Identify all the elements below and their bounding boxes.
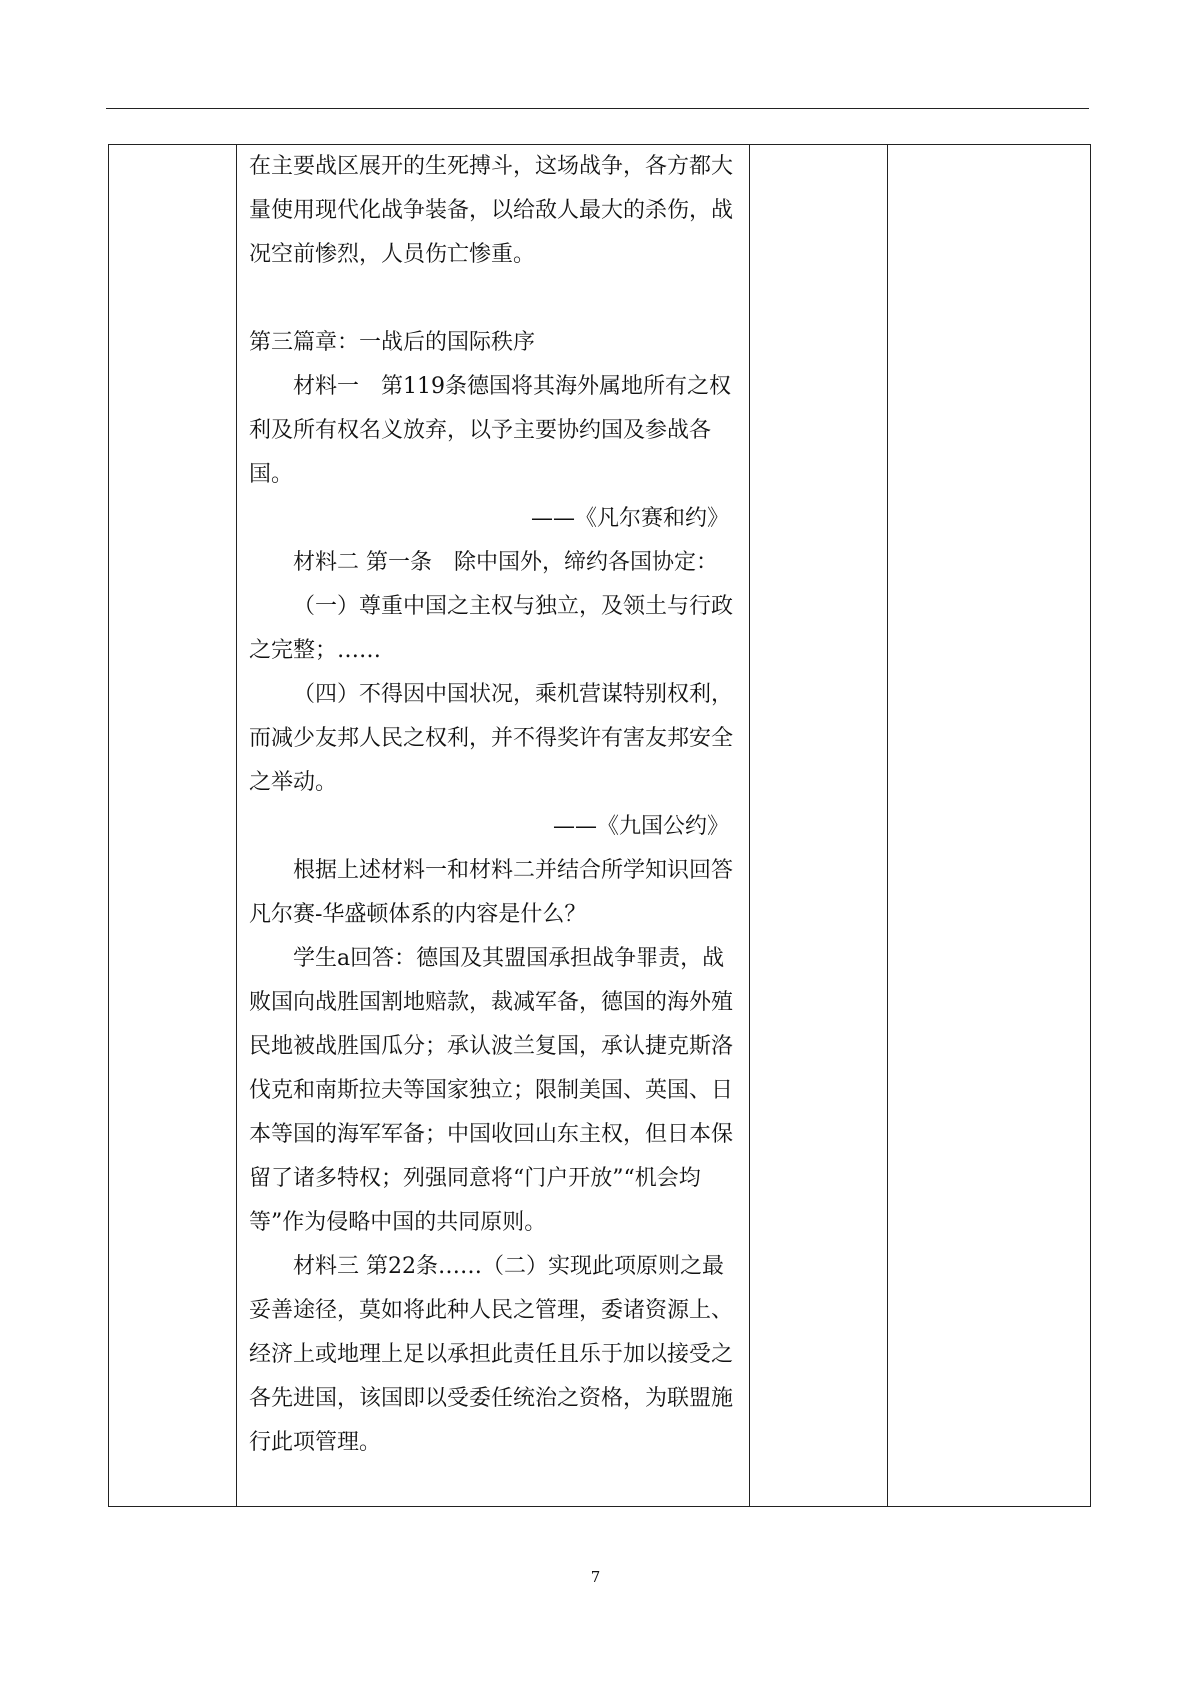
table-row: [109, 145, 1091, 1507]
table-cell-third: [750, 145, 888, 1507]
material-1-source: ——《凡尔赛和约》: [530, 506, 729, 531]
header-rule: [106, 108, 1089, 109]
section-title: 第三篇章：一战后的国际秩序: [249, 330, 536, 355]
material-2-text: 材料二 第一条 除中国外，缔约各国协定：: [293, 550, 718, 575]
table-cell-left: [109, 145, 237, 1507]
paragraph-gap: [249, 277, 739, 321]
content-block: [237, 145, 749, 1506]
material-2-item-1: （一）尊重中国之主权与独立，及领土与行政之完整；……: [249, 594, 734, 663]
material-2-source: ——《九国公约》: [552, 814, 729, 839]
material-1-text: 材料一 第119条德国将其海外属地所有之权利及所有权名义放弃，以予主要协约国及参战各国。: [249, 374, 731, 487]
page-number: 7: [590, 1568, 601, 1586]
table-cell-content: [237, 145, 750, 1507]
material-2-item-4: （四）不得因中国状况，乘机营谋特别权利，而减少友邦人民之权利，并不得奖许有害友邦安全之举动。: [249, 682, 734, 795]
table-cell-right: [888, 145, 1091, 1507]
material-3-text: 材料三 第22条……（二）实现此项原则之最妥善途径，莫如将此种人民之管理，委诸资源上、经济上或地理上足以承担此责任且乐于加以接受之各先进国，该国即以受委任统治之资格，为联盟施行此项管理。: [249, 1254, 734, 1455]
question-text: 根据上述材料一和材料二并结合所学知识回答凡尔赛-华盛顿体系的内容是什么？: [249, 858, 734, 927]
continued-paragraph: 在主要战区展开的生死搏斗，这场战争，各方都大量使用现代化战争装备，以给敌人最大的杀伤，战况空前惨烈，人员伤亡惨重。: [249, 154, 734, 267]
lesson-plan-table: [108, 144, 1091, 1507]
student-answer: 学生a回答：德国及其盟国承担战争罪责，战败国向战胜国割地赔款，裁减军备，德国的海外殖民地被战胜国瓜分；承认波兰复国，承认捷克斯洛伐克和南斯拉夫等国家独立；限制美国、英国、日本等国的海军军备；中国收回山东主权，但日本保留了诸多特权；列强同意将“门户开放”“机会均等”作为侵略中国的共同原则。: [249, 946, 734, 1235]
